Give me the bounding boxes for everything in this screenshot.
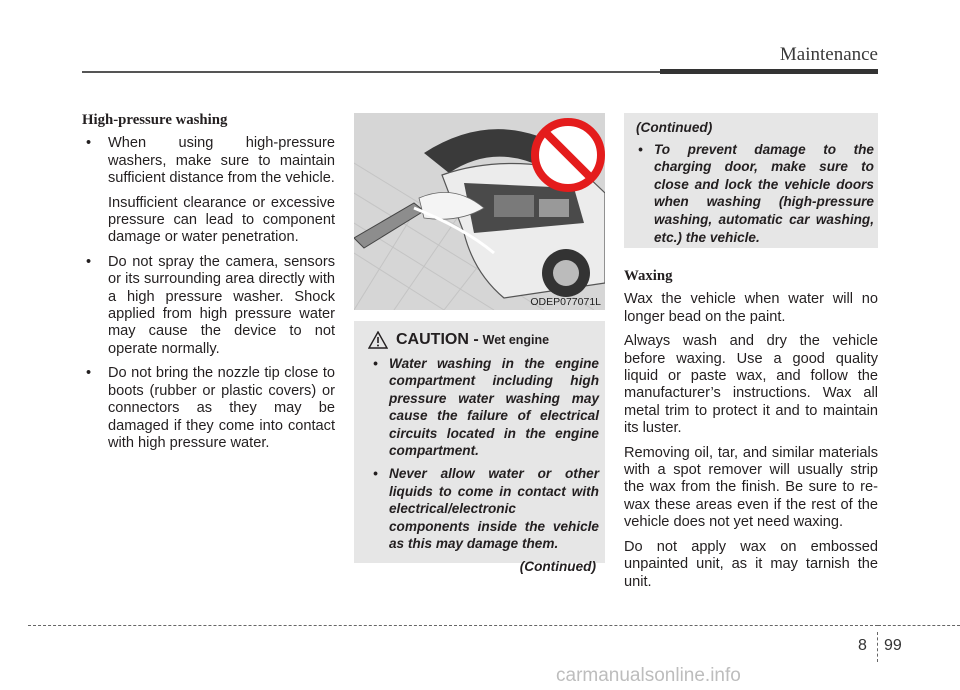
caution-bullet — [636, 141, 874, 247]
caution-body — [371, 355, 599, 576]
caution-bullet-text: To prevent damage to the charging door, make sure to close and lock the vehicle doors when washing (high-pressure washing, automatic car washing, etc.) the vehicle. — [654, 141, 874, 245]
caution-label: CAUTION - — [396, 331, 479, 348]
caution-bullet — [371, 355, 599, 459]
bullet-icon: • — [86, 365, 92, 382]
caution-bullet-text: Never allow water or other liquids to come in contact with electrical/electronic components inside the vehicle as this may damage them. — [389, 466, 599, 552]
bullet-item — [82, 135, 335, 187]
watermark: carmanualsonline.info — [556, 665, 741, 686]
bullet-icon: • — [86, 253, 92, 270]
caution-continued-box — [624, 113, 878, 248]
caution-title — [368, 331, 549, 349]
bullet-text: Do not spray the camera, sensors or its surrounding area directly with a high pressure washer. Shock applied from high pressure water may cause the device to not operate normally. — [108, 253, 335, 357]
chapter-number: 8 — [858, 637, 867, 654]
caution-bullet-text: Water washing in the engine compartment including high pressure water washing may cause the failure of electrical circuits located in the engine compartment. — [389, 356, 599, 459]
section-heading-waxing: Waxing — [624, 268, 673, 284]
caution-continued-body — [636, 119, 874, 252]
paragraph: Wax the vehicle when water will no longer bead on the paint. — [624, 291, 878, 325]
continued-label: (Continued) — [636, 120, 713, 135]
page-number: 99 — [884, 637, 902, 654]
footer-rule — [28, 625, 878, 626]
bullet-item — [82, 254, 335, 358]
header-rule-accent — [660, 69, 878, 74]
paragraph: Do not apply wax on embossed unpainted unit, as it may tarnish the unit. — [624, 538, 878, 590]
bullet-item — [82, 365, 335, 452]
right-column — [624, 268, 878, 598]
bullet-icon: • — [373, 356, 378, 371]
bullet-icon: • — [373, 466, 378, 482]
bullet-text: When using high-pressure washers, make sure to maintain sufficient distance from the vehicle. — [108, 135, 335, 187]
figure-code: ODEP077071L — [530, 296, 601, 308]
left-column — [82, 112, 335, 459]
paragraph: Always wash and dry the vehicle before waxing. Use a good quality liquid or paste wax, and follow the manufacturer’s instructions. Wax all metal trim to protect it and to maintain its luster. — [624, 333, 878, 437]
bullet-icon: • — [86, 135, 92, 152]
bullet-text: Do not bring the nozzle tip close to boots (rubber or plastic covers) or connectors as they may be damaged if they come into contact with high pressure water. — [108, 365, 335, 451]
footer-rule-right — [878, 625, 960, 626]
caution-bullet — [371, 465, 599, 552]
engine-washing-illustration — [354, 113, 605, 310]
section-heading-high-pressure: High-pressure washing — [82, 112, 228, 128]
paragraph: Removing oil, tar, and similar materials with a spot remover will usually strip the wax from the finish. Be sure to re-wax these areas even if the rest of the vehicle does not yet need waxing. — [624, 444, 878, 531]
header-rule — [82, 71, 660, 73]
car-engine-washing-icon — [354, 113, 605, 310]
bullet-icon: • — [638, 141, 643, 157]
caution-box — [354, 321, 605, 575]
warning-triangle-icon — [368, 331, 388, 349]
caution-continued: (Continued) — [519, 559, 596, 575]
paragraph: Insufficient clearance or excessive pressure can lead to component damage or water penetration. — [108, 194, 335, 246]
page-header-title: Maintenance — [779, 44, 878, 65]
page-number-separator — [877, 632, 878, 662]
caution-subtitle: Wet engine — [482, 333, 550, 347]
